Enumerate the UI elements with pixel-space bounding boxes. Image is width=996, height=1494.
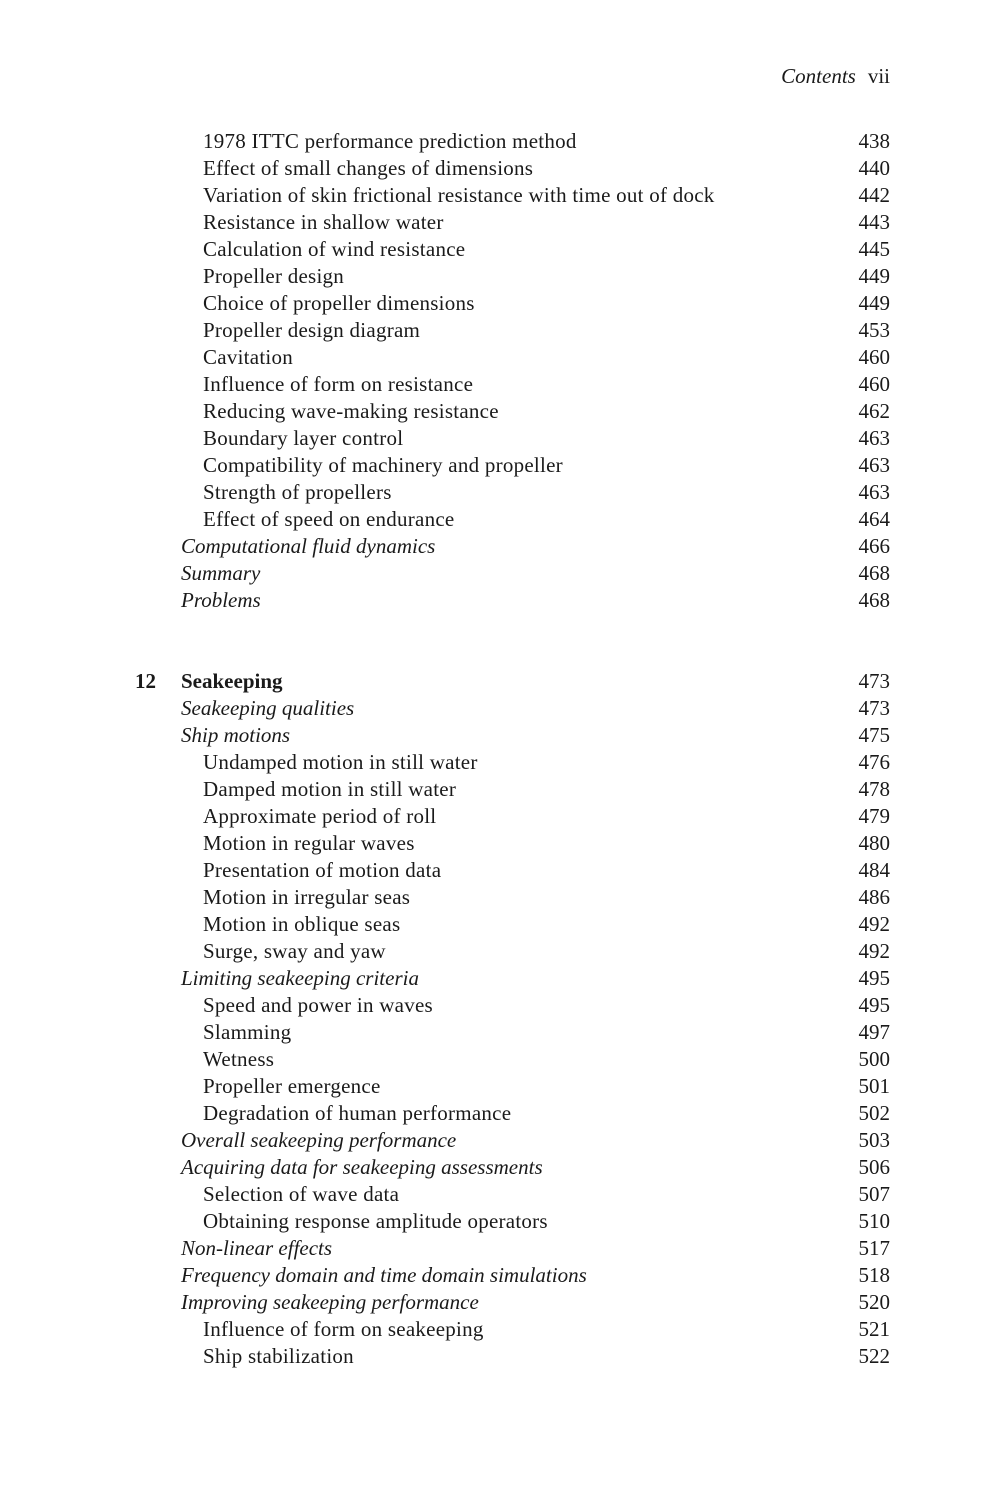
toc-entry-page-number: 442	[858, 183, 890, 207]
toc-section-entry[interactable]	[0, 722, 996, 749]
toc-entry-title: Frequency domain and time domain simulations	[181, 1263, 587, 1287]
toc-entry-page-number: 520	[858, 1290, 890, 1314]
toc-entry-title: Motion in irregular seas	[203, 885, 411, 909]
toc-entry-title: Acquiring data for seakeeping assessments	[181, 1155, 543, 1179]
toc-entry-page-number: 502	[858, 1101, 890, 1125]
toc-entry-title: Ship stabilization	[203, 1344, 354, 1368]
toc-entry-title: 1978 ITTC performance prediction method	[203, 129, 577, 153]
toc-entry-title: Reducing wave-making resistance	[203, 399, 499, 423]
running-head-page-number: vii	[867, 64, 890, 88]
toc-entry-page-number: 468	[858, 588, 890, 612]
toc-entry-title: Slamming	[203, 1020, 292, 1044]
toc-entry-title: Variation of skin frictional resistance with time out of dock	[203, 183, 715, 207]
toc-subsection-entry[interactable]	[0, 209, 996, 236]
toc-group-resistance-continued	[0, 128, 996, 614]
toc-entry-page-number: 495	[858, 966, 890, 990]
toc-entry-title: Wetness	[203, 1047, 275, 1071]
toc-subsection-entry[interactable]	[0, 425, 996, 452]
toc-entry-title: Surge, sway and yaw	[203, 939, 386, 963]
toc-entry-title: Strength of propellers	[203, 480, 392, 504]
toc-entry-title: Influence of form on seakeeping	[203, 1317, 484, 1341]
toc-entry-page-number: 464	[858, 507, 890, 531]
toc-subsection-entry[interactable]	[0, 749, 996, 776]
toc-subsection-entry[interactable]	[0, 1073, 996, 1100]
toc-subsection-entry[interactable]	[0, 1316, 996, 1343]
toc-entry-page-number: 486	[858, 885, 890, 909]
toc-entry-page-number: 492	[858, 912, 890, 936]
toc-entry-title: Cavitation	[203, 345, 293, 369]
toc-entry-page-number: 463	[858, 426, 890, 450]
toc-entry-page-number: 468	[858, 561, 890, 585]
toc-entry-page-number: 443	[858, 210, 890, 234]
toc-entry-page-number: 460	[858, 345, 890, 369]
toc-entry-title: Overall seakeeping performance	[181, 1128, 457, 1152]
toc-subsection-entry[interactable]	[0, 803, 996, 830]
toc-subsection-entry[interactable]	[0, 236, 996, 263]
toc-entry-page-number: 460	[858, 372, 890, 396]
toc-entry-page-number: 473	[858, 669, 890, 693]
toc-entry-title: Selection of wave data	[203, 1182, 400, 1206]
toc-entry-title: Effect of small changes of dimensions	[203, 156, 534, 180]
toc-entry-page-number: 492	[858, 939, 890, 963]
toc-entry-page-number: 478	[858, 777, 890, 801]
toc-subsection-entry[interactable]	[0, 452, 996, 479]
toc-entry-page-number: 449	[858, 291, 890, 315]
chapter-number: 12	[135, 669, 156, 693]
toc-subsection-entry[interactable]	[0, 1208, 996, 1235]
toc-entry-title: Computational fluid dynamics	[181, 534, 436, 558]
toc-section-entry[interactable]	[0, 533, 996, 560]
toc-entry-page-number: 462	[858, 399, 890, 423]
toc-entry-page-number: 510	[858, 1209, 890, 1233]
toc-subsection-entry[interactable]	[0, 830, 996, 857]
toc-section-entry[interactable]	[0, 1154, 996, 1181]
toc-section-entry[interactable]	[0, 1127, 996, 1154]
toc-entry-title: Resistance in shallow water	[203, 210, 444, 234]
toc-subsection-entry[interactable]	[0, 155, 996, 182]
toc-subsection-entry[interactable]	[0, 371, 996, 398]
toc-subsection-entry[interactable]	[0, 1100, 996, 1127]
toc-entry-page-number: 449	[858, 264, 890, 288]
toc-entry-page-number: 438	[858, 129, 890, 153]
toc-entry-title: Presentation of motion data	[203, 858, 442, 882]
toc-entry-page-number: 501	[858, 1074, 890, 1098]
toc-entry-title: Problems	[181, 588, 261, 612]
toc-subsection-entry[interactable]	[0, 884, 996, 911]
toc-subsection-entry[interactable]	[0, 263, 996, 290]
toc-subsection-entry[interactable]	[0, 398, 996, 425]
toc-entry-page-number: 479	[858, 804, 890, 828]
toc-subsection-entry[interactable]	[0, 1019, 996, 1046]
toc-entry-title: Motion in regular waves	[203, 831, 415, 855]
toc-entry-page-number: 473	[858, 696, 890, 720]
toc-entry-title: Obtaining response amplitude operators	[203, 1209, 548, 1233]
toc-subsection-entry[interactable]	[0, 1181, 996, 1208]
toc-entry-title: Propeller design diagram	[203, 318, 421, 342]
toc-subsection-entry[interactable]	[0, 776, 996, 803]
toc-entry-title: Summary	[181, 561, 261, 585]
toc-subsection-entry[interactable]	[0, 1046, 996, 1073]
toc-subsection-entry[interactable]	[0, 938, 996, 965]
toc-entry-title: Propeller emergence	[203, 1074, 381, 1098]
toc-entry-title: Limiting seakeeping criteria	[181, 966, 419, 990]
toc-subsection-entry[interactable]	[0, 290, 996, 317]
toc-entry-title: Approximate period of roll	[203, 804, 437, 828]
toc-section-entry[interactable]	[0, 695, 996, 722]
toc-section-entry[interactable]	[0, 587, 996, 614]
toc-entry-title: Choice of propeller dimensions	[203, 291, 475, 315]
toc-subsection-entry[interactable]	[0, 317, 996, 344]
toc-entry-page-number: 484	[858, 858, 890, 882]
toc-entry-page-number: 522	[858, 1344, 890, 1368]
toc-entry-title: Motion in oblique seas	[203, 912, 401, 936]
toc-entry-page-number: 506	[858, 1155, 890, 1179]
toc-entry-title: Damped motion in still water	[203, 777, 457, 801]
toc-entry-title: Propeller design	[203, 264, 345, 288]
toc-subsection-entry[interactable]	[0, 128, 996, 155]
toc-section-entry[interactable]	[0, 965, 996, 992]
toc-section-entry[interactable]	[0, 1235, 996, 1262]
toc-entry-page-number: 445	[858, 237, 890, 261]
toc-entry-page-number: 475	[858, 723, 890, 747]
toc-entry-page-number: 497	[858, 1020, 890, 1044]
toc-section-entry[interactable]	[0, 1289, 996, 1316]
toc-entry-page-number: 503	[858, 1128, 890, 1152]
toc-entry-title: Seakeeping qualities	[181, 696, 355, 720]
toc-entry-page-number: 480	[858, 831, 890, 855]
toc-section-entry[interactable]	[0, 560, 996, 587]
toc-entry-page-number: 440	[858, 156, 890, 180]
toc-entry-title: Compatibility of machinery and propeller	[203, 453, 563, 477]
toc-entry-page-number: 466	[858, 534, 890, 558]
toc-entry-title: Non-linear effects	[181, 1236, 333, 1260]
toc-entry-page-number: 518	[858, 1263, 890, 1287]
toc-entry-title: Undamped motion in still water	[203, 750, 478, 774]
toc-subsection-entry[interactable]	[0, 479, 996, 506]
toc-entry-title: Influence of form on resistance	[203, 372, 474, 396]
toc-entry-title: Improving seakeeping performance	[181, 1290, 479, 1314]
toc-subsection-entry[interactable]	[0, 344, 996, 371]
toc-entry-page-number: 453	[858, 318, 890, 342]
toc-entry-page-number: 463	[858, 480, 890, 504]
toc-entry-title: Speed and power in waves	[203, 993, 433, 1017]
toc-entry-page-number: 476	[858, 750, 890, 774]
toc-entry-title: Degradation of human performance	[203, 1101, 512, 1125]
toc-entry-page-number: 495	[858, 993, 890, 1017]
toc-section-entry[interactable]	[0, 1262, 996, 1289]
toc-entry-title: Seakeeping	[181, 669, 283, 693]
running-head	[781, 62, 890, 90]
toc-entry-page-number: 463	[858, 453, 890, 477]
toc-subsection-entry[interactable]	[0, 911, 996, 938]
toc-entry-page-number: 517	[858, 1236, 890, 1260]
toc-subsection-entry[interactable]	[0, 182, 996, 209]
toc-group-chapter-12	[0, 668, 996, 1370]
toc-entry-title: Boundary layer control	[203, 426, 404, 450]
toc-subsection-entry[interactable]	[0, 992, 996, 1019]
toc-subsection-entry[interactable]	[0, 857, 996, 884]
toc-entry-page-number: 500	[858, 1047, 890, 1071]
toc-subsection-entry[interactable]	[0, 1343, 996, 1370]
toc-entry-title: Calculation of wind resistance	[203, 237, 466, 261]
toc-chapter-entry[interactable]	[0, 668, 996, 695]
toc-entry-page-number: 507	[858, 1182, 890, 1206]
running-head-label: Contents	[781, 64, 856, 88]
toc-entry-page-number: 521	[858, 1317, 890, 1341]
toc-entry-title: Ship motions	[181, 723, 291, 747]
toc-subsection-entry[interactable]	[0, 506, 996, 533]
toc-entry-title: Effect of speed on endurance	[203, 507, 455, 531]
